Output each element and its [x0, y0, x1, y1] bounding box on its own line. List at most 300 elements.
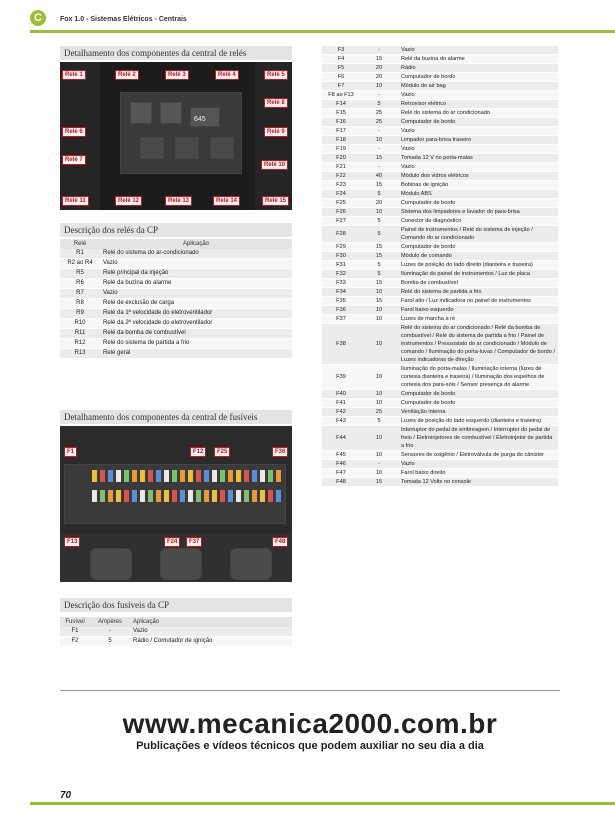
relay-label-2: Relé 2 — [115, 70, 139, 80]
fuse-amperes: 10 — [360, 136, 398, 145]
table-row — [60, 249, 292, 259]
relay-label-10: Relé 10 — [261, 160, 288, 170]
relay-label-15: Relé 15 — [262, 196, 289, 206]
fuse-amperes: 10 — [360, 365, 398, 390]
relay-id: R2 ao R4 — [60, 259, 100, 269]
fuse-application: Computador de bordo — [398, 118, 558, 127]
relay-id: R6 — [60, 279, 100, 289]
table-row — [322, 181, 558, 190]
fuse-amperes: 25 — [360, 109, 398, 118]
fuse-mark — [212, 470, 217, 482]
fuse-application: Bomba de combustível — [398, 279, 558, 288]
fuse-application: Módulo do air bag — [398, 82, 558, 91]
footer-rule — [30, 802, 615, 805]
table-row — [322, 91, 558, 100]
fuse-id: F41 — [322, 399, 360, 408]
fuse-amperes: 5 — [360, 417, 398, 426]
table-row — [60, 299, 292, 309]
fuse-amperes: - — [360, 91, 398, 100]
table-row — [322, 109, 558, 118]
relay-id: R5 — [60, 269, 100, 279]
fuse-amperes: 10 — [360, 426, 398, 451]
table-row — [322, 136, 558, 145]
fuse-id: F44 — [322, 426, 360, 451]
fuse-application: Tomada 12 V no porta-malas — [398, 154, 558, 163]
table-row — [322, 288, 558, 297]
col-fusivel: Fusível — [60, 617, 90, 627]
fuse-application: Vazio — [398, 163, 558, 172]
fuse-id: F23 — [322, 181, 360, 190]
site-url: www.mecanica2000.com.br — [122, 708, 498, 739]
fuse-application: Farol baixo direito — [398, 469, 558, 478]
table-row — [322, 226, 558, 243]
table-row — [322, 118, 558, 127]
table-row — [322, 324, 558, 365]
relay-application: Relé principal da injeção — [100, 269, 292, 279]
fuse-amperes: 10 — [360, 315, 398, 324]
fuse-id: F40 — [322, 390, 360, 399]
fuse-application: Farol baixo esquerdo — [398, 306, 558, 315]
fuse-application: Retrovisor elétrico — [398, 100, 558, 109]
fuse-application: Luzes de posição do lado esquerdo (dianteira e traseira) — [398, 417, 558, 426]
table-row — [322, 315, 558, 324]
fuse-amperes: - — [360, 127, 398, 136]
fuse-mark — [236, 490, 241, 502]
fuse-mark — [228, 490, 233, 502]
fuse-amperes: 15 — [360, 55, 398, 64]
relay-application: Vazio — [100, 289, 292, 299]
relay-label-13: Relé 13 — [165, 196, 192, 206]
fuse-mark — [124, 490, 129, 502]
fuse-label-f12: F12 — [190, 447, 206, 457]
fuse-application: Relé do sistema do ar condicionado — [398, 109, 558, 118]
fuse-application: Sensores de oxigênio / Eletroválvula de purga do cânister — [398, 451, 558, 460]
fuse-mark — [180, 490, 185, 502]
site-subtitle: Publicações e vídeos técnicos que podem auxiliar no seu dia a dia — [136, 740, 484, 752]
fuse-application: Tomada 12 Volts no console — [398, 478, 558, 487]
fuse-application: Vazio — [398, 145, 558, 154]
fuse-id: F22 — [322, 172, 360, 181]
fuse-mark — [228, 470, 233, 482]
fuse-application: Rádio / Comutador de ignição — [130, 637, 292, 647]
fuse-id: F29 — [322, 243, 360, 252]
fuse-application: Vazio — [398, 46, 558, 55]
fuse-id: F21 — [322, 163, 360, 172]
fuse-amperes: 15 — [360, 297, 398, 306]
fuse-id: F5 — [322, 64, 360, 73]
fuse-application: Módulo ABS — [398, 190, 558, 199]
fuse-id: F32 — [322, 270, 360, 279]
fuse-mark — [260, 470, 265, 482]
fuse-application: Vazio — [398, 91, 558, 100]
relay-application: Relé da 2ª velocidade do eletroventilador — [100, 319, 292, 329]
fuse-id: F27 — [322, 217, 360, 226]
relay-id: R8 — [60, 299, 100, 309]
fuse-label-f48: F48 — [272, 537, 288, 547]
fuse-amperes: 5 — [360, 100, 398, 109]
table-row — [322, 270, 558, 279]
table-row — [60, 329, 292, 339]
fuse-id: F14 — [322, 100, 360, 109]
relay-id: R9 — [60, 309, 100, 319]
fuse-mark — [132, 470, 137, 482]
table-row — [322, 163, 558, 172]
fuse-mark — [276, 490, 281, 502]
fuse-mark — [172, 490, 177, 502]
fuse-id: F31 — [322, 261, 360, 270]
table-row — [322, 469, 558, 478]
relay-label-6: Relé 6 — [62, 127, 86, 137]
header-rule — [30, 30, 615, 33]
fuse-mark — [156, 490, 161, 502]
table-row — [322, 46, 558, 55]
fuse-mark — [100, 470, 105, 482]
relay-label-8: Relé 8 — [264, 98, 288, 108]
fuse-table-heading: Descrição dos fusíveis da CP — [60, 598, 292, 612]
fuse-amperes: 10 — [360, 399, 398, 408]
fuse-id: F16 — [322, 118, 360, 127]
fuse-application: Iluminação do painel de instrumentos / Luz de placa — [398, 270, 558, 279]
fuse-amperes: 10 — [360, 306, 398, 315]
fuse-application: Vazio — [398, 127, 558, 136]
table-row — [322, 208, 558, 217]
relay-label-7: Relé 7 — [62, 155, 86, 165]
fuse-application: Computador de bordo — [398, 399, 558, 408]
table-row — [322, 252, 558, 261]
fuse-id: F42 — [322, 408, 360, 417]
fuse-amperes: 15 — [360, 252, 398, 261]
fuse-amperes: 25 — [360, 408, 398, 417]
table-row — [322, 390, 558, 399]
relay-central-photo — [60, 62, 292, 210]
fuse-id: F24 — [322, 190, 360, 199]
table-row — [322, 127, 558, 136]
fuse-application: Ventilação interna — [398, 408, 558, 417]
fuse-mark — [116, 470, 121, 482]
fuse-amperes: 20 — [360, 64, 398, 73]
fuse-mark — [212, 490, 217, 502]
relay-application: Relé da bomba de combustível — [100, 329, 292, 339]
fuse-id: F18 — [322, 136, 360, 145]
fuse-id: F33 — [322, 279, 360, 288]
relay-application: Relé da buzina do alarme — [100, 279, 292, 289]
table-row — [322, 172, 558, 181]
relay-application: Relé da 1ª velocidade do eletroventilador — [100, 309, 292, 319]
fuse-label-f24: F24 — [164, 537, 180, 547]
relay-label-12: Relé 12 — [115, 196, 142, 206]
relay-id: R10 — [60, 319, 100, 329]
fuse-mark — [188, 490, 193, 502]
table-row — [322, 365, 558, 390]
fuse-label-f1: F1 — [64, 447, 77, 457]
fuse-mark — [252, 490, 257, 502]
fuse-central-photo — [60, 426, 292, 582]
fuse-amperes: 15 — [360, 279, 398, 288]
fuse-mark — [148, 470, 153, 482]
fuse-amperes: 5 — [360, 226, 398, 243]
fuse-amperes: 5 — [90, 637, 130, 647]
table-row — [60, 289, 292, 299]
relay-table-heading: Descrição dos relés da CP — [60, 223, 292, 237]
fuse-application: Rádio — [398, 64, 558, 73]
table-row — [322, 408, 558, 417]
relay-id: R1 — [60, 249, 100, 259]
fuse-mark — [268, 490, 273, 502]
fuse-mark — [116, 490, 121, 502]
fuse-mark — [92, 470, 97, 482]
fuse-amperes: 40 — [360, 172, 398, 181]
table-row — [322, 154, 558, 163]
relay-label-1: Relé 1 — [62, 70, 86, 80]
relay-block-label: 645 — [194, 116, 206, 123]
fuse-mark — [108, 490, 113, 502]
table-row — [322, 190, 558, 199]
table-row — [322, 217, 558, 226]
fuse-amperes: 20 — [360, 73, 398, 82]
page-number: 70 — [60, 790, 72, 801]
fuse-id: F35 — [322, 297, 360, 306]
table-row — [322, 73, 558, 82]
fuse-id: F43 — [322, 417, 360, 426]
fuse-id: F7 — [322, 82, 360, 91]
fuse-amperes: 5 — [360, 261, 398, 270]
table-row — [60, 309, 292, 319]
fuse-id: F26 — [322, 208, 360, 217]
fuse-application: Interruptor do pedal de embreagem / Interruptor do pedal de freio / Eletroinjetores de combustível / Eletroinjetor de partida a frio — [398, 426, 558, 451]
page-header — [0, 0, 615, 34]
fuse-application: Relé do sistema do ar condicionado / Relé da bomba de combustível / Relé do sistema de partida a frio / Painel de instrumentos / Pressostato do ar condicionado / Módulo de comando / Iluminação do porta-luvas / Computador de bordo / Luzes indicadoras de direção — [398, 324, 558, 365]
fuse-application: Computador de bordo — [398, 199, 558, 208]
fuse-mark — [132, 490, 137, 502]
fuse-id: F25 — [322, 199, 360, 208]
fuse-id: F8 ao F13 — [322, 91, 360, 100]
fuse-amperes: 10 — [360, 469, 398, 478]
fuse-mark — [108, 470, 113, 482]
page-header-title: Fox 1.0 - Sistemas Elétricos - Centrais — [60, 16, 187, 23]
fuse-id: F47 — [322, 469, 360, 478]
table-row — [322, 55, 558, 64]
relay-label-4: Relé 4 — [215, 70, 239, 80]
fuse-amperes: 5 — [360, 270, 398, 279]
fuse-amperes: - — [360, 145, 398, 154]
fuse-label-f13: F13 — [64, 537, 80, 547]
fuse-amperes: 10 — [360, 82, 398, 91]
col-aplicacao: Aplicação — [100, 239, 292, 249]
table-row — [60, 259, 292, 269]
fuse-id: F36 — [322, 306, 360, 315]
fuse-mark — [196, 470, 201, 482]
fuse-amperes: 15 — [360, 181, 398, 190]
relay-label-9: Relé 9 — [264, 127, 288, 137]
table-row — [60, 319, 292, 329]
fuse-mark — [260, 490, 265, 502]
fuse-application: Luzes de marcha a ré — [398, 315, 558, 324]
table-row — [322, 279, 558, 288]
fuse-label-f36: F36 — [272, 447, 288, 457]
fuse-mark — [180, 470, 185, 482]
fuse-id: F45 — [322, 451, 360, 460]
table-row — [322, 100, 558, 109]
fuse-mark — [172, 470, 177, 482]
fuse-id: F1 — [60, 627, 90, 637]
fuse-application: Limpador para-brisa traseiro — [398, 136, 558, 145]
fuse-mark — [220, 490, 225, 502]
table-row — [322, 145, 558, 154]
fuse-application: Vazio — [130, 627, 292, 637]
fuse-mark — [164, 490, 169, 502]
fuse-id: F4 — [322, 55, 360, 64]
fuse-application: Iluminação do porta-malas / Iluminação interna (luzes de cortesia dianteira e traseira) / Iluminação dos espelhos de cortesia dos para-sóis / Sensor presença do alarme — [398, 365, 558, 390]
fuse-amperes: - — [90, 627, 130, 637]
fuse-id: F19 — [322, 145, 360, 154]
relay-label-11: Relé 11 — [62, 196, 89, 206]
fuse-application: Conector de diagnóstico — [398, 217, 558, 226]
table-row — [322, 199, 558, 208]
fuse-mark — [140, 490, 145, 502]
fuse-mark — [204, 470, 209, 482]
table-row — [322, 399, 558, 408]
fuse-mark — [244, 490, 249, 502]
table-row — [322, 297, 558, 306]
fuse-mark — [276, 470, 281, 482]
fuse-mark — [236, 470, 241, 482]
fuse-amperes: 15 — [360, 478, 398, 487]
fuse-mark — [188, 470, 193, 482]
fuse-application: Vazio — [398, 460, 558, 469]
fuse-application: Módulo de comando — [398, 252, 558, 261]
relay-photo-heading: Detalhamento dos componentes da central de relés — [60, 46, 292, 60]
table-row — [60, 269, 292, 279]
fuse-id: F39 — [322, 365, 360, 390]
fuse-table-right — [322, 46, 558, 487]
table-row — [60, 279, 292, 289]
fuse-mark — [244, 470, 249, 482]
relay-label-3: Relé 3 — [165, 70, 189, 80]
table-row — [60, 637, 292, 647]
fuse-id: F38 — [322, 324, 360, 365]
fuse-application: Computador de bordo — [398, 243, 558, 252]
col-rele: Relé — [60, 239, 100, 249]
relay-application: Relé de exclusão de carga — [100, 299, 292, 309]
fuse-amperes: 10 — [360, 288, 398, 297]
fuse-label-f37: F37 — [186, 537, 202, 547]
table-row — [322, 426, 558, 451]
fuse-amperes: 10 — [360, 208, 398, 217]
relay-label-5: Relé 5 — [264, 70, 288, 80]
fuse-application: Sistema dos limpadores e lavador do para-brisa — [398, 208, 558, 217]
table-row — [322, 243, 558, 252]
fuse-amperes: 5 — [360, 217, 398, 226]
table-row — [322, 261, 558, 270]
fuse-amperes: 25 — [360, 118, 398, 127]
fuse-amperes: - — [360, 163, 398, 172]
footer-divider — [60, 690, 560, 691]
fuse-application: Computador de bordo — [398, 73, 558, 82]
col-amperes: Ampères — [90, 617, 130, 627]
fuse-label-f25: F25 — [214, 447, 230, 457]
col-aplicacao-fuse: Aplicação — [130, 617, 292, 627]
relay-id: R12 — [60, 339, 100, 349]
fuse-photo-heading: Detalhamento dos componentes da central de fusíveis — [60, 410, 292, 424]
fuse-id: F48 — [322, 478, 360, 487]
fuse-id: F2 — [60, 637, 90, 647]
fuse-amperes: - — [360, 460, 398, 469]
fuse-application: Módulo dos vidros elétricos — [398, 172, 558, 181]
table-row — [322, 417, 558, 426]
relay-label-14: Relé 14 — [213, 196, 240, 206]
fuse-application: Painel de instrumentos / Relé do sistema de injeção / Comando do ar condicionado — [398, 226, 558, 243]
relay-application: Relé geral — [100, 349, 292, 359]
table-row — [322, 460, 558, 469]
fuse-mark — [140, 470, 145, 482]
fuse-id: F46 — [322, 460, 360, 469]
relay-id: R7 — [60, 289, 100, 299]
fuse-application: Relé do sistema de partida a frio — [398, 288, 558, 297]
fuse-mark — [124, 470, 129, 482]
fuse-mark — [252, 470, 257, 482]
relay-table — [60, 239, 292, 359]
table-row — [60, 339, 292, 349]
table-row — [322, 64, 558, 73]
relay-application: Vazio — [100, 259, 292, 269]
fuse-mark — [100, 490, 105, 502]
fuse-mark — [220, 470, 225, 482]
fuse-id: F30 — [322, 252, 360, 261]
fuse-amperes: 10 — [360, 324, 398, 365]
fuse-table-small — [60, 617, 292, 647]
fuse-application: Farol alto / Luz indicadora no painel de instrumentos — [398, 297, 558, 306]
fuse-id: F37 — [322, 315, 360, 324]
relay-id: R11 — [60, 329, 100, 339]
fuse-mark — [148, 490, 153, 502]
relay-application: Relé do sistema do ar-condicionado — [100, 249, 292, 259]
table-row — [322, 82, 558, 91]
fuse-id: F3 — [322, 46, 360, 55]
fuse-amperes: 10 — [360, 451, 398, 460]
fuse-application: Relé da buzina do alarme — [398, 55, 558, 64]
fuse-id: F15 — [322, 109, 360, 118]
fuse-mark — [156, 470, 161, 482]
fuse-amperes: 10 — [360, 390, 398, 399]
table-row — [60, 349, 292, 359]
table-row — [322, 306, 558, 315]
table-row — [322, 451, 558, 460]
relay-id: R13 — [60, 349, 100, 359]
fuse-amperes: 20 — [360, 199, 398, 208]
table-row — [60, 627, 292, 637]
fuse-amperes: 15 — [360, 154, 398, 163]
fuse-amperes: 15 — [360, 243, 398, 252]
fuse-mark — [196, 490, 201, 502]
section-logo-icon: C — [30, 10, 46, 26]
fuse-application: Bobinas de ignição — [398, 181, 558, 190]
table-row — [322, 478, 558, 487]
fuse-application: Computador de bordo — [398, 390, 558, 399]
fuse-id: F20 — [322, 154, 360, 163]
fuse-id: F6 — [322, 73, 360, 82]
fuse-mark — [164, 470, 169, 482]
fuse-amperes: 5 — [360, 190, 398, 199]
fuse-mark — [268, 470, 273, 482]
fuse-mark — [92, 490, 97, 502]
fuse-id: F28 — [322, 226, 360, 243]
relay-application: Relé do sistema de partida a frio — [100, 339, 292, 349]
fuse-mark — [204, 490, 209, 502]
fuse-amperes: - — [360, 46, 398, 55]
fuse-application: Luzes de posição do lado direito (dianteira e traseira) — [398, 261, 558, 270]
fuse-id: F17 — [322, 127, 360, 136]
fuse-id: F34 — [322, 288, 360, 297]
